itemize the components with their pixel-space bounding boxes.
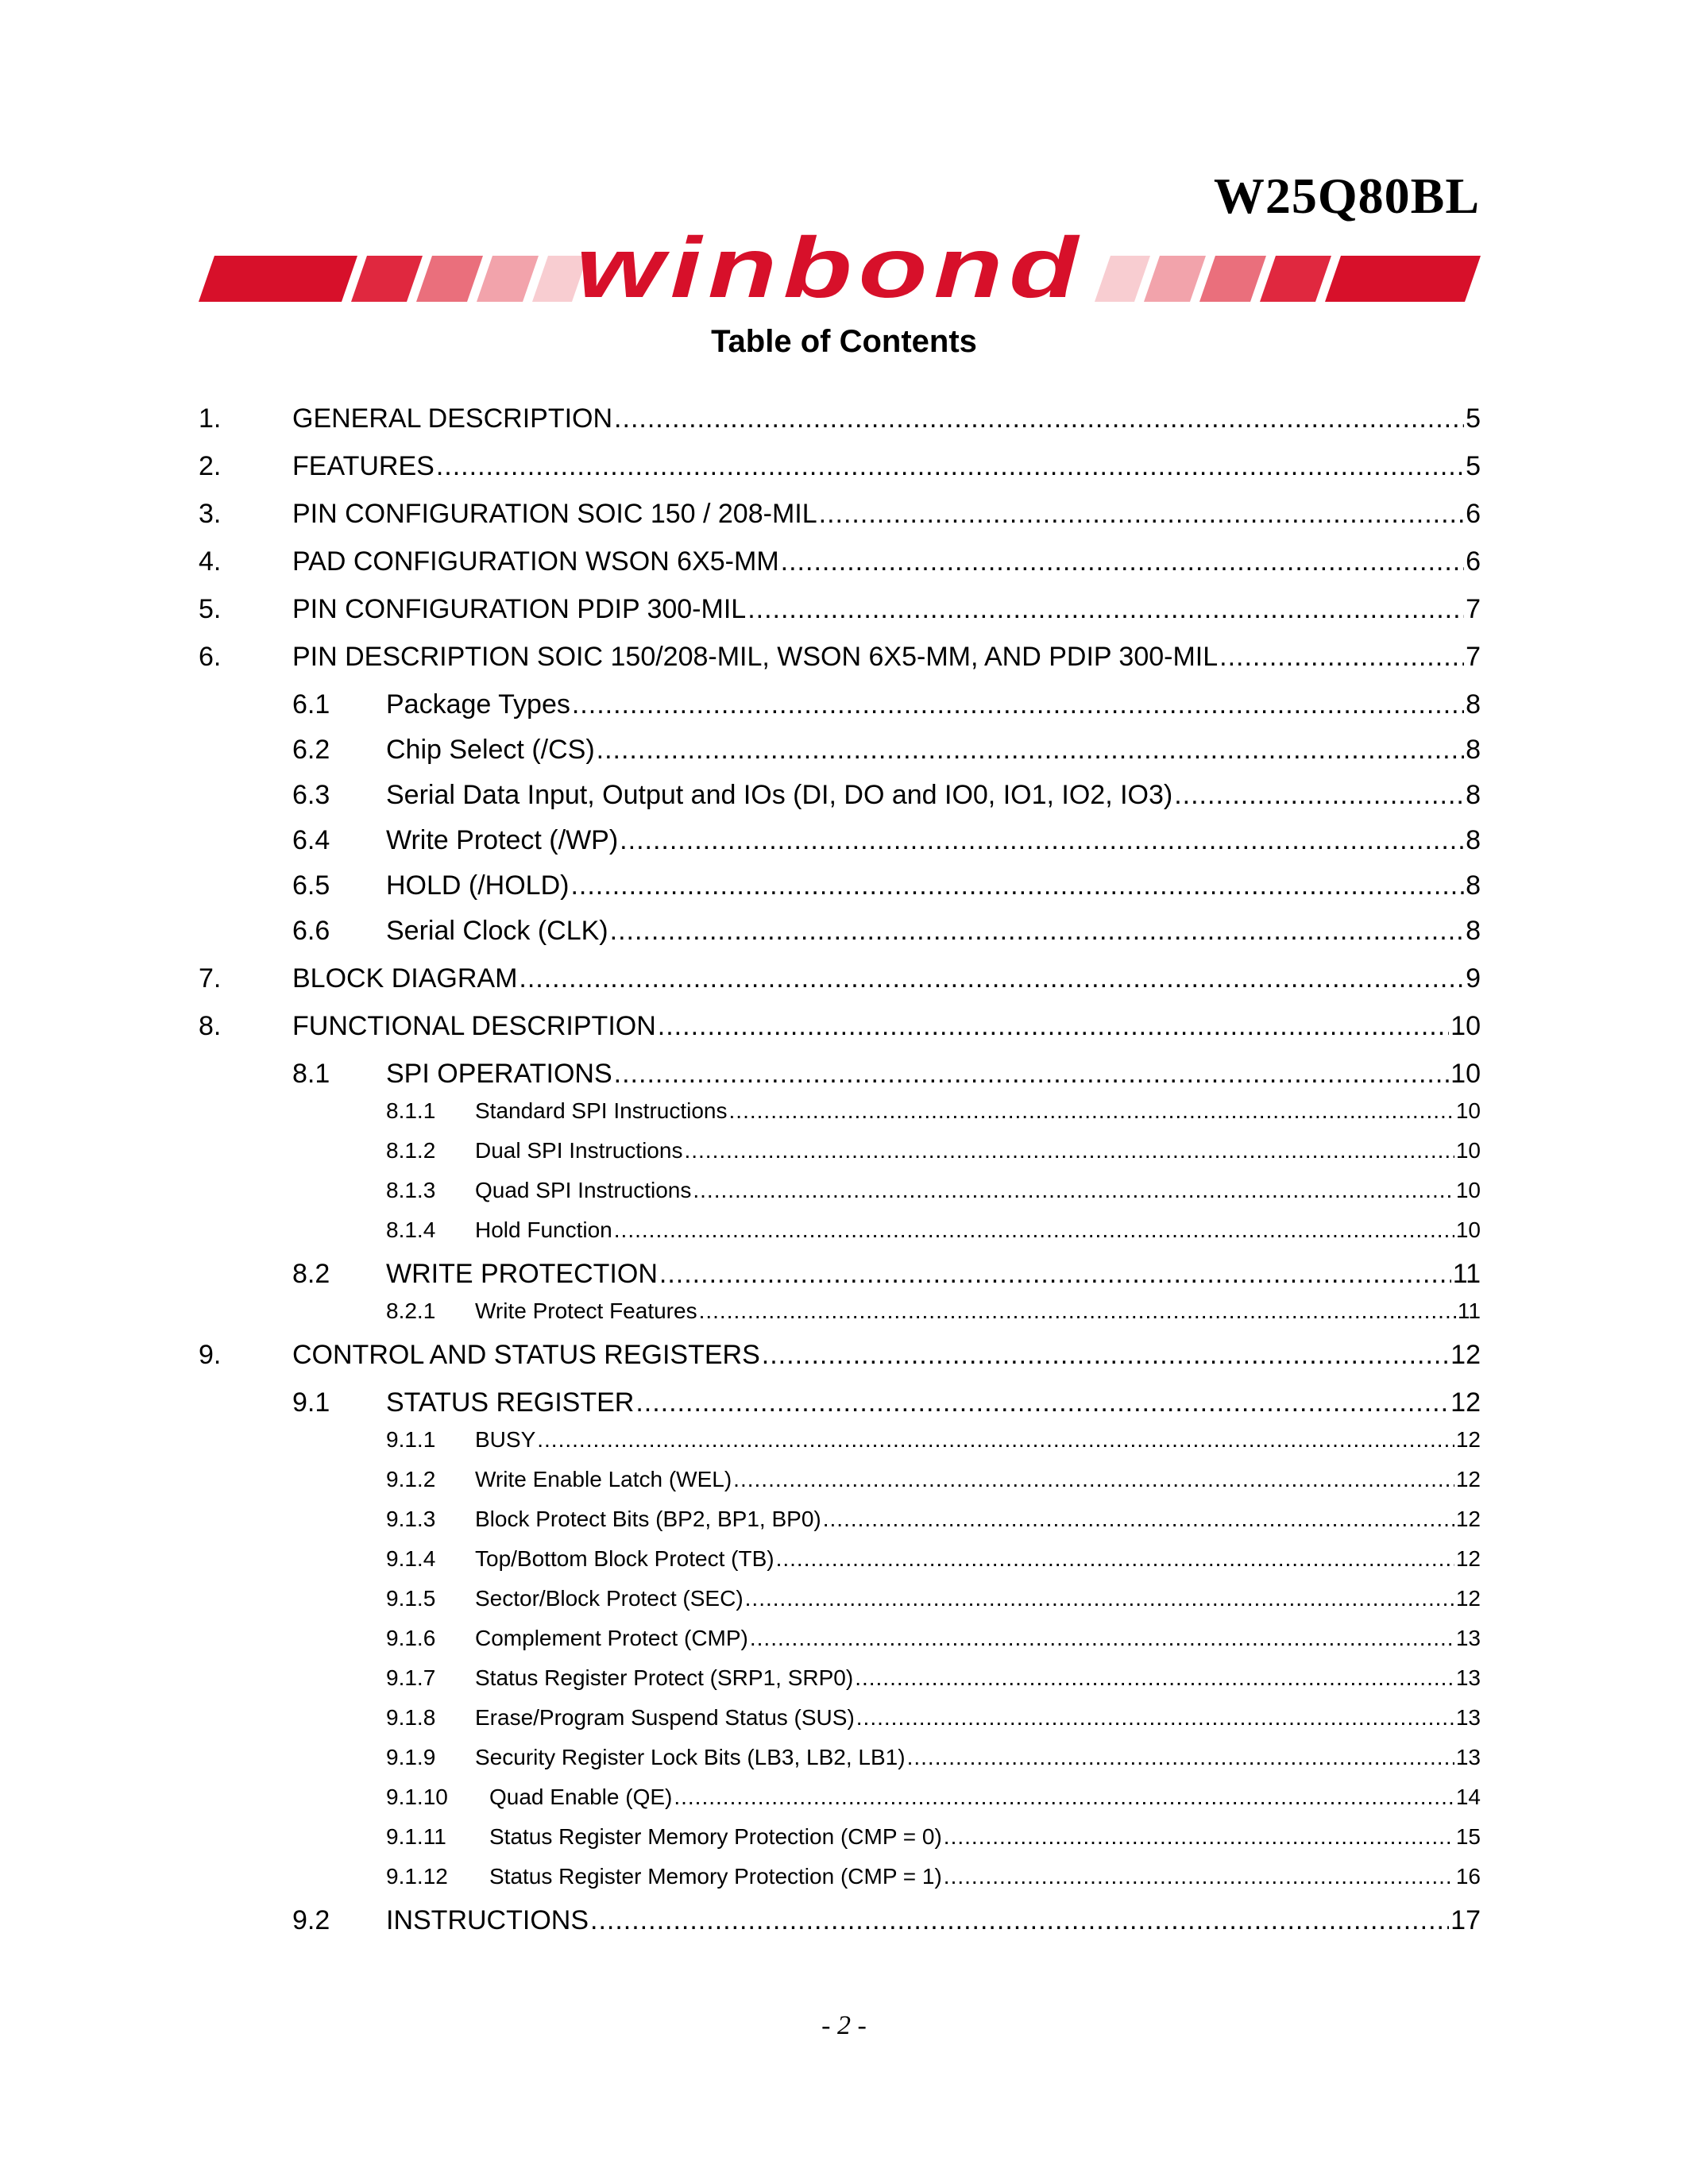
toc-entry-title: Serial Clock (CLK) <box>386 916 608 946</box>
toc-entry-page: 8 <box>1466 735 1481 765</box>
toc-entry-title: Write Enable Latch (WEL) <box>475 1467 732 1491</box>
toc-entry-page: 13 <box>1455 1745 1481 1769</box>
toc-entry-page: 8 <box>1466 780 1481 810</box>
toc-entry-page: 13 <box>1455 1705 1481 1730</box>
toc-entry-page: 12 <box>1450 1340 1481 1370</box>
toc-dot-leader <box>823 1504 1454 1534</box>
toc-entry[interactable] <box>199 778 1481 812</box>
toc-entry-title: Package Types <box>386 689 570 720</box>
toc-entry-title: FEATURES <box>292 451 435 481</box>
toc-entry-title: Write Protect Features <box>475 1298 697 1323</box>
toc-entry-page: 16 <box>1455 1864 1481 1889</box>
toc-entry-title: Quad Enable (QE) <box>489 1785 673 1809</box>
toc-entry-page: 9 <box>1466 963 1481 994</box>
winbond-logo-banner <box>199 232 1481 311</box>
toc-entry[interactable] <box>199 639 1481 674</box>
toc-entry[interactable] <box>199 687 1481 722</box>
toc-dot-leader <box>733 1464 1454 1495</box>
toc-dot-leader <box>699 1296 1456 1326</box>
toc-entry[interactable] <box>199 544 1481 579</box>
toc-entry-number: 4. <box>199 546 222 577</box>
toc-entry-page: 10 <box>1455 1217 1481 1242</box>
toc-entry-number: 9.1 <box>292 1387 330 1418</box>
toc-entry-number: 8.2.1 <box>386 1298 436 1323</box>
page-number: - 2 - <box>821 2011 867 2040</box>
toc-entry-number: 6. <box>199 642 222 672</box>
toc-entry-page: 11 <box>1452 1259 1481 1289</box>
toc-entry[interactable] <box>199 1584 1481 1614</box>
toc-dot-leader <box>747 592 1464 627</box>
toc-entry-page: 10 <box>1450 1011 1481 1041</box>
part-number: W25Q80BL <box>1213 168 1480 224</box>
toc-entry-number: 9.1.8 <box>386 1705 436 1730</box>
toc-entry-number: 6.3 <box>292 780 330 810</box>
toc-entry-page: 5 <box>1466 403 1481 434</box>
toc-entry[interactable] <box>199 732 1481 767</box>
toc-entry-number: 6.2 <box>292 735 330 765</box>
toc-entry-number: 8.1.1 <box>386 1098 436 1123</box>
toc-dot-leader <box>635 1385 1449 1420</box>
toc-entry-title: Standard SPI Instructions <box>475 1098 728 1123</box>
toc-entry-title: CONTROL AND STATUS REGISTERS <box>292 1340 760 1370</box>
toc-dot-leader <box>537 1425 1454 1455</box>
toc-entry-number: 9.1.6 <box>386 1626 436 1650</box>
toc-entry[interactable] <box>199 1703 1481 1733</box>
toc-entry[interactable] <box>199 1544 1481 1574</box>
toc-entry[interactable] <box>199 1056 1481 1091</box>
toc-entry-title: BLOCK DIAGRAM <box>292 963 518 994</box>
toc-dot-leader <box>519 961 1464 996</box>
toc-entry-number: 2. <box>199 451 222 481</box>
toc-entry-title: SPI OPERATIONS <box>386 1059 612 1089</box>
toc-entry-title: Quad SPI Instructions <box>475 1178 692 1202</box>
toc-dot-leader <box>614 1056 1450 1091</box>
toc-dot-leader <box>762 1337 1449 1372</box>
toc-entry-title: Block Protect Bits (BP2, BP1, BP0) <box>475 1507 821 1531</box>
toc-entry[interactable] <box>199 449 1481 484</box>
toc-entry-page: 12 <box>1450 1387 1481 1418</box>
toc-entry-number: 1. <box>199 403 222 434</box>
toc-entry-number: 5. <box>199 594 222 624</box>
toc-entry[interactable] <box>199 592 1481 627</box>
toc-entry-title: Security Register Lock Bits (LB3, LB2, LB1) <box>475 1745 906 1769</box>
toc-entry-number: 8.2 <box>292 1259 330 1289</box>
toc-entry-page: 10 <box>1455 1098 1481 1123</box>
toc-dot-leader <box>674 1782 1454 1812</box>
toc-entry-title: STATUS REGISTER <box>386 1387 635 1418</box>
toc-entry-number: 9.1.9 <box>386 1745 436 1769</box>
toc-entry[interactable] <box>199 1385 1481 1420</box>
toc-dot-leader <box>684 1136 1454 1166</box>
toc-entry[interactable] <box>199 868 1481 903</box>
toc-dot-leader <box>819 496 1464 531</box>
toc-dot-leader <box>570 868 1464 903</box>
toc-dot-leader <box>1174 778 1464 812</box>
toc-entry[interactable] <box>199 1504 1481 1534</box>
toc-entry-title: BUSY <box>475 1427 536 1452</box>
toc-entry-page: 12 <box>1455 1467 1481 1491</box>
toc-dot-leader <box>590 1903 1449 1938</box>
toc-entry-number: 9.1.10 <box>386 1785 448 1809</box>
toc-entry-page: 15 <box>1455 1824 1481 1849</box>
toc-entry-title: Status Register Memory Protection (CMP = 0) <box>489 1824 942 1849</box>
toc-entry-number: 9.2 <box>292 1905 330 1935</box>
toc-entry-title: PIN DESCRIPTION SOIC 150/208-MIL, WSON 6X5-MM, AND PDIP 300-MIL <box>292 642 1219 672</box>
toc-entry-title: Erase/Program Suspend Status (SUS) <box>475 1705 855 1730</box>
toc-entry[interactable] <box>199 1822 1481 1852</box>
toc-dot-leader <box>658 1009 1449 1044</box>
toc-entry-number: 8.1.4 <box>386 1217 436 1242</box>
toc-entry-title: PAD CONFIGURATION WSON 6X5-MM <box>292 546 779 577</box>
toc-entry-page: 13 <box>1455 1626 1481 1650</box>
toc-entry-page: 8 <box>1466 916 1481 946</box>
toc-entry-page: 12 <box>1455 1586 1481 1611</box>
toc-entry-title: GENERAL DESCRIPTION <box>292 403 613 434</box>
toc-entry-page: 10 <box>1450 1059 1481 1089</box>
toc-entry-number: 6.6 <box>292 916 330 946</box>
toc-entry-number: 9.1.12 <box>386 1864 448 1889</box>
toc-entry[interactable] <box>199 1296 1481 1326</box>
toc-dot-leader <box>907 1742 1454 1773</box>
toc-entry-number: 8.1.3 <box>386 1178 436 1202</box>
toc-entry-title: Sector/Block Protect (SEC) <box>475 1586 744 1611</box>
toc-dot-leader <box>745 1584 1454 1614</box>
toc-dot-leader <box>781 544 1464 579</box>
toc-entry-page: 8 <box>1466 825 1481 855</box>
toc-entry[interactable] <box>199 1256 1481 1291</box>
toc-dot-leader <box>944 1862 1454 1892</box>
toc-entry-number: 6.4 <box>292 825 330 855</box>
toc-entry[interactable] <box>199 1464 1481 1495</box>
toc-entry-page: 10 <box>1455 1178 1481 1202</box>
winbond-wordmark: winbond <box>576 232 1084 311</box>
toc-dot-leader <box>659 1256 1451 1291</box>
toc-entry-number: 9.1.3 <box>386 1507 436 1531</box>
toc-entry-number: 9.1.4 <box>386 1546 436 1571</box>
toc-entry-title: PIN CONFIGURATION SOIC 150 / 208-MIL <box>292 499 817 529</box>
toc-entry-number: 9.1.7 <box>386 1665 436 1690</box>
toc-entry-title: Complement Protect (CMP) <box>475 1626 748 1650</box>
toc-entry-page: 12 <box>1455 1546 1481 1571</box>
toc-dot-leader <box>856 1703 1454 1733</box>
toc-entry-number: 7. <box>199 963 222 994</box>
toc-entry-page: 12 <box>1455 1427 1481 1452</box>
toc-dot-leader <box>620 823 1464 858</box>
toc-entry-page: 12 <box>1455 1507 1481 1531</box>
toc-dot-leader <box>1219 639 1464 674</box>
toc-dot-leader <box>436 449 1464 484</box>
toc-entry-number: 9.1.11 <box>386 1824 446 1849</box>
toc-entry[interactable] <box>199 401 1481 436</box>
toc-entry-title: Chip Select (/CS) <box>386 735 595 765</box>
toc-entry-page: 10 <box>1455 1138 1481 1163</box>
toc-entry-page: 8 <box>1466 870 1481 901</box>
toc-entry-title: Status Register Protect (SRP1, SRP0) <box>475 1665 854 1690</box>
toc-entry-title: PIN CONFIGURATION PDIP 300-MIL <box>292 594 747 624</box>
toc-entry-number: 8.1.2 <box>386 1138 436 1163</box>
toc-entry[interactable] <box>199 1425 1481 1455</box>
toc-entry-page: 8 <box>1466 689 1481 720</box>
toc-entry[interactable] <box>199 823 1481 858</box>
toc-dot-leader <box>944 1822 1454 1852</box>
toc-entry-title: Status Register Memory Protection (CMP = 1) <box>489 1864 942 1889</box>
toc-dot-leader <box>597 732 1464 767</box>
toc-dot-leader <box>729 1096 1454 1126</box>
toc-entry[interactable] <box>199 1782 1481 1812</box>
toc-entry[interactable] <box>199 1175 1481 1206</box>
toc-entry[interactable] <box>199 496 1481 531</box>
toc-entry-page: 17 <box>1450 1905 1481 1935</box>
toc-entry-page: 13 <box>1455 1665 1481 1690</box>
toc-entry-page: 6 <box>1466 499 1481 529</box>
toc-entry-title: Serial Data Input, Output and IOs (DI, DO and IO0, IO1, IO2, IO3) <box>386 780 1173 810</box>
toc-entry-title: Write Protect (/WP) <box>386 825 619 855</box>
toc-entry-page: 5 <box>1466 451 1481 481</box>
toc-dot-leader <box>610 913 1464 948</box>
toc-entry[interactable] <box>199 913 1481 948</box>
toc-entry-page: 14 <box>1455 1785 1481 1809</box>
toc-entry[interactable] <box>199 1623 1481 1653</box>
toc-entry-page: 7 <box>1466 594 1481 624</box>
toc-entry-number: 9.1.2 <box>386 1467 436 1491</box>
toc-entry-title: Dual SPI Instructions <box>475 1138 683 1163</box>
toc-entry[interactable] <box>199 961 1481 996</box>
toc-entry-number: 3. <box>199 499 222 529</box>
toc-dot-leader <box>572 687 1464 722</box>
toc-dot-leader <box>776 1544 1454 1574</box>
toc-dot-leader <box>614 401 1464 436</box>
toc-entry-number: 9.1.5 <box>386 1586 436 1611</box>
toc-entry[interactable] <box>199 1136 1481 1166</box>
toc-entry-title: Top/Bottom Block Protect (TB) <box>475 1546 774 1571</box>
toc-entry[interactable] <box>199 1862 1481 1892</box>
toc-entry[interactable] <box>199 1903 1481 1938</box>
toc-entry-number: 8.1 <box>292 1059 330 1089</box>
toc-entry-number: 9. <box>199 1340 222 1370</box>
toc-entry-number: 9.1.1 <box>386 1427 436 1452</box>
toc-entry-title: FUNCTIONAL DESCRIPTION <box>292 1011 656 1041</box>
toc-dot-leader <box>693 1175 1454 1206</box>
toc-entry-number: 6.1 <box>292 689 330 720</box>
toc-entry[interactable] <box>199 1742 1481 1773</box>
toc-entry-title: INSTRUCTIONS <box>386 1905 589 1935</box>
toc-entry-number: 8. <box>199 1011 222 1041</box>
toc-entry-title: WRITE PROTECTION <box>386 1259 658 1289</box>
toc-entry[interactable] <box>199 1009 1481 1044</box>
toc-entry[interactable] <box>199 1337 1481 1372</box>
toc-dot-leader <box>750 1623 1454 1653</box>
toc-dot-leader <box>614 1215 1454 1245</box>
toc-entry[interactable] <box>199 1663 1481 1693</box>
toc-entry-page: 6 <box>1466 546 1481 577</box>
toc-entry-title: HOLD (/HOLD) <box>386 870 570 901</box>
toc-entry-number: 6.5 <box>292 870 330 901</box>
toc-entry-page: 11 <box>1457 1298 1481 1323</box>
toc-heading: Table of Contents <box>711 324 977 359</box>
toc-dot-leader <box>855 1663 1454 1693</box>
toc-entry[interactable] <box>199 1096 1481 1126</box>
toc-entry[interactable] <box>199 1215 1481 1245</box>
toc-entry-page: 7 <box>1466 642 1481 672</box>
toc-entry-title: Hold Function <box>475 1217 612 1242</box>
